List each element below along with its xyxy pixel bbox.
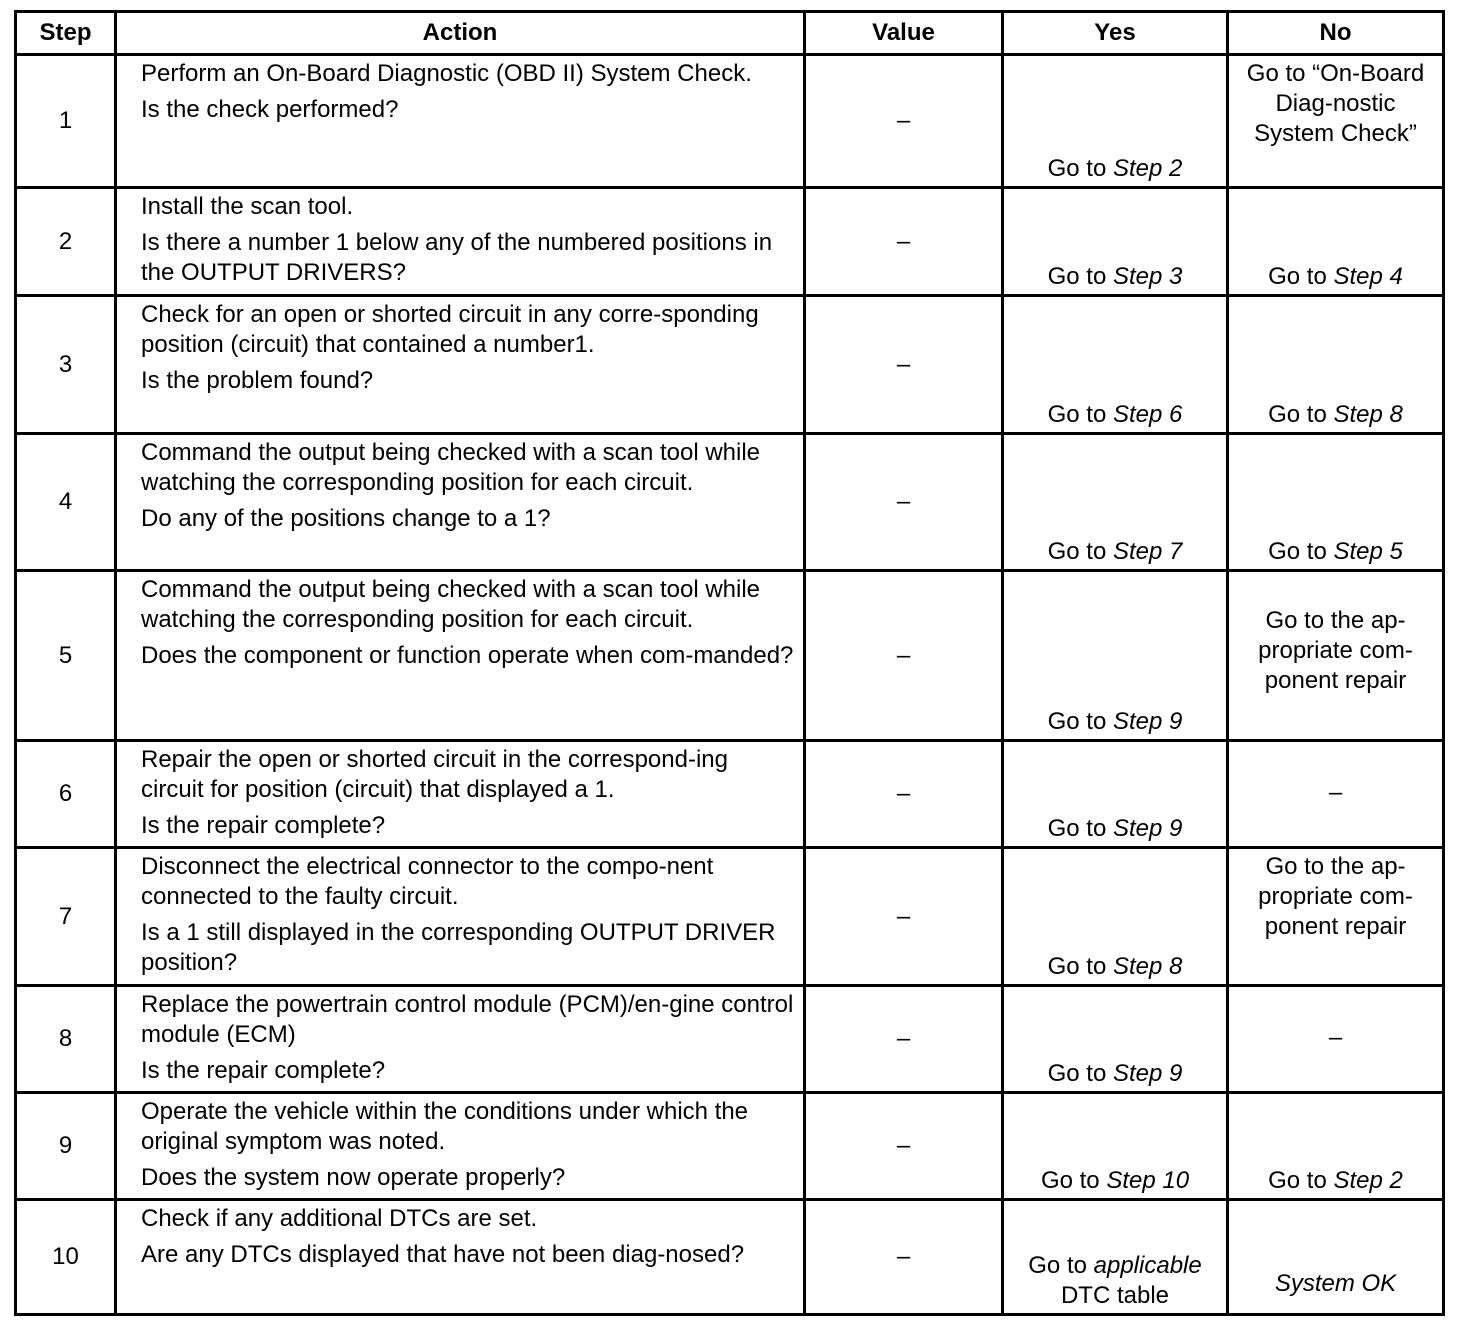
step-number: 6 — [16, 741, 116, 848]
action-cell — [116, 741, 805, 848]
no-cell — [1228, 1093, 1444, 1200]
yes-text: Go to — [1047, 401, 1113, 428]
yes-cell — [1003, 188, 1228, 296]
value-cell: – — [805, 55, 1003, 188]
yes-step-ref: Step 10 — [1106, 1167, 1190, 1194]
no-step-ref: Step 8 — [1333, 401, 1403, 428]
yes-text: Go to — [1047, 155, 1113, 182]
table-row — [16, 434, 1444, 571]
step-number: 2 — [16, 188, 116, 296]
step-number: 7 — [16, 848, 116, 986]
table-row — [16, 55, 1444, 188]
step-number: 1 — [16, 55, 116, 188]
header-value: Value — [805, 12, 1003, 55]
action-question: Is the repair complete? — [141, 812, 386, 839]
yes-cell — [1003, 848, 1228, 986]
no-cell — [1228, 296, 1444, 434]
no-step-ref: System OK — [1274, 1270, 1397, 1297]
no-cell — [1228, 848, 1444, 986]
table-row — [16, 1093, 1444, 1200]
yes-cell — [1003, 55, 1228, 188]
action-text: Replace the powertrain control module (PCM)/en-gine control module (ECM) — [141, 991, 794, 1048]
no-cell — [1228, 986, 1444, 1093]
action-cell — [116, 848, 805, 986]
value-cell: – — [805, 1200, 1003, 1315]
no-step-ref: Step 2 — [1333, 1167, 1403, 1194]
yes-cell — [1003, 741, 1228, 848]
no-cell — [1228, 1200, 1444, 1315]
step-number: 4 — [16, 434, 116, 571]
table-row — [16, 571, 1444, 741]
header-row — [16, 12, 1444, 55]
action-cell — [116, 1200, 805, 1315]
yes-step-ref: Step 7 — [1112, 538, 1183, 565]
step-number: 8 — [16, 986, 116, 1093]
no-cell — [1228, 571, 1444, 741]
yes-text: Go to — [1047, 708, 1113, 735]
yes-text: Go to — [1047, 263, 1113, 290]
no-step-ref: Step 4 — [1333, 263, 1403, 290]
no-step-ref: Step 5 — [1333, 538, 1403, 565]
yes-text: Go to — [1047, 1060, 1113, 1087]
table-row — [16, 848, 1444, 986]
action-question: Is the repair complete? — [141, 1057, 386, 1084]
action-cell — [116, 986, 805, 1093]
diagnostic-table — [14, 10, 1445, 1316]
value-cell: – — [805, 741, 1003, 848]
action-cell — [116, 188, 805, 296]
yes-text: Go to — [1040, 1167, 1107, 1194]
yes-cell — [1003, 434, 1228, 571]
header-action: Action — [116, 12, 805, 55]
action-text: Check for an open or shorted circuit in any corre-sponding position (circuit) that contained a number1. — [141, 301, 759, 358]
value-cell: – — [805, 188, 1003, 296]
action-question: Is the problem found? — [141, 367, 374, 394]
step-number: 9 — [16, 1093, 116, 1200]
yes-text: Go to — [1047, 953, 1113, 980]
table-row — [16, 188, 1444, 296]
action-text: Perform an On-Board Diagnostic (OBD II) System Check. — [141, 60, 752, 87]
no-text: Go to — [1268, 1167, 1334, 1194]
action-text: Operate the vehicle within the conditions under which the original symptom was noted. — [141, 1098, 749, 1155]
yes-step-ref: Step 8 — [1112, 953, 1183, 980]
step-number: 3 — [16, 296, 116, 434]
yes-step-ref: Step 3 — [1112, 263, 1183, 290]
header-step: Step — [16, 12, 116, 55]
value-cell: – — [805, 986, 1003, 1093]
no-cell — [1228, 434, 1444, 571]
table-row — [16, 741, 1444, 848]
table-row — [16, 986, 1444, 1093]
value-cell: – — [805, 571, 1003, 741]
action-cell — [116, 571, 805, 741]
no-text: – — [1328, 779, 1343, 806]
action-question: Does the component or function operate when com-manded? — [141, 642, 794, 669]
action-text: Command the output being checked with a scan tool while watching the corresponding position for each circuit. — [141, 576, 761, 633]
yes-text: Go to — [1047, 815, 1113, 842]
yes-text: Go to — [1028, 1252, 1094, 1279]
no-text: Go to — [1268, 263, 1334, 290]
table-row — [16, 1200, 1444, 1315]
no-text: Go to the ap-propriate com-ponent repair — [1258, 607, 1413, 694]
header-no: No — [1228, 12, 1444, 55]
value-cell: – — [805, 296, 1003, 434]
yes-step-ref: Step 2 — [1112, 155, 1183, 182]
value-cell: – — [805, 848, 1003, 986]
yes-step-ref: Step 9 — [1112, 708, 1183, 735]
yes-cell — [1003, 1200, 1228, 1315]
action-text: Disconnect the electrical connector to the compo-nent connected to the faulty circuit. — [141, 853, 714, 910]
yes-cell — [1003, 986, 1228, 1093]
action-text: Check if any additional DTCs are set. — [141, 1205, 538, 1232]
action-text: Install the scan tool. — [141, 193, 354, 220]
action-question: Are any DTCs displayed that have not been diag-nosed? — [141, 1241, 745, 1268]
action-question: Does the system now operate properly? — [141, 1164, 566, 1191]
no-text: Go to — [1268, 401, 1334, 428]
table-row — [16, 296, 1444, 434]
yes-step-ref: Step 6 — [1112, 401, 1183, 428]
step-number: 10 — [16, 1200, 116, 1315]
yes-step-ref: applicable — [1093, 1252, 1202, 1279]
yes-cell — [1003, 571, 1228, 741]
action-cell — [116, 55, 805, 188]
action-question: Is the check performed? — [141, 96, 399, 123]
yes-cell — [1003, 296, 1228, 434]
action-text: Command the output being checked with a scan tool while watching the corresponding position for each circuit. — [141, 439, 761, 496]
action-text: Repair the open or shorted circuit in the correspond-ing circuit for position (circuit) that displayed a 1. — [141, 746, 728, 803]
no-cell — [1228, 741, 1444, 848]
header-yes: Yes — [1003, 12, 1228, 55]
no-cell — [1228, 55, 1444, 188]
action-cell — [116, 434, 805, 571]
no-text: Go to — [1268, 538, 1334, 565]
action-question: Do any of the positions change to a 1? — [141, 505, 551, 532]
no-cell — [1228, 188, 1444, 296]
value-cell: – — [805, 434, 1003, 571]
step-number: 5 — [16, 571, 116, 741]
action-cell — [116, 296, 805, 434]
yes-text-after: DTC table — [1060, 1282, 1170, 1309]
value-cell: – — [805, 1093, 1003, 1200]
no-text: Go to “On-Board Diag-nostic System Check” — [1246, 60, 1425, 147]
yes-step-ref: Step 9 — [1112, 815, 1183, 842]
action-cell — [116, 1093, 805, 1200]
no-text: Go to the ap-propriate com-ponent repair — [1258, 853, 1413, 940]
yes-step-ref: Step 9 — [1112, 1060, 1183, 1087]
no-text: – — [1328, 1024, 1343, 1051]
yes-text: Go to — [1047, 538, 1113, 565]
yes-cell — [1003, 1093, 1228, 1200]
action-question: Is a 1 still displayed in the corresponding OUTPUT DRIVER position? — [141, 919, 776, 976]
action-question: Is there a number 1 below any of the numbered positions in the OUTPUT DRIVERS? — [141, 229, 773, 286]
